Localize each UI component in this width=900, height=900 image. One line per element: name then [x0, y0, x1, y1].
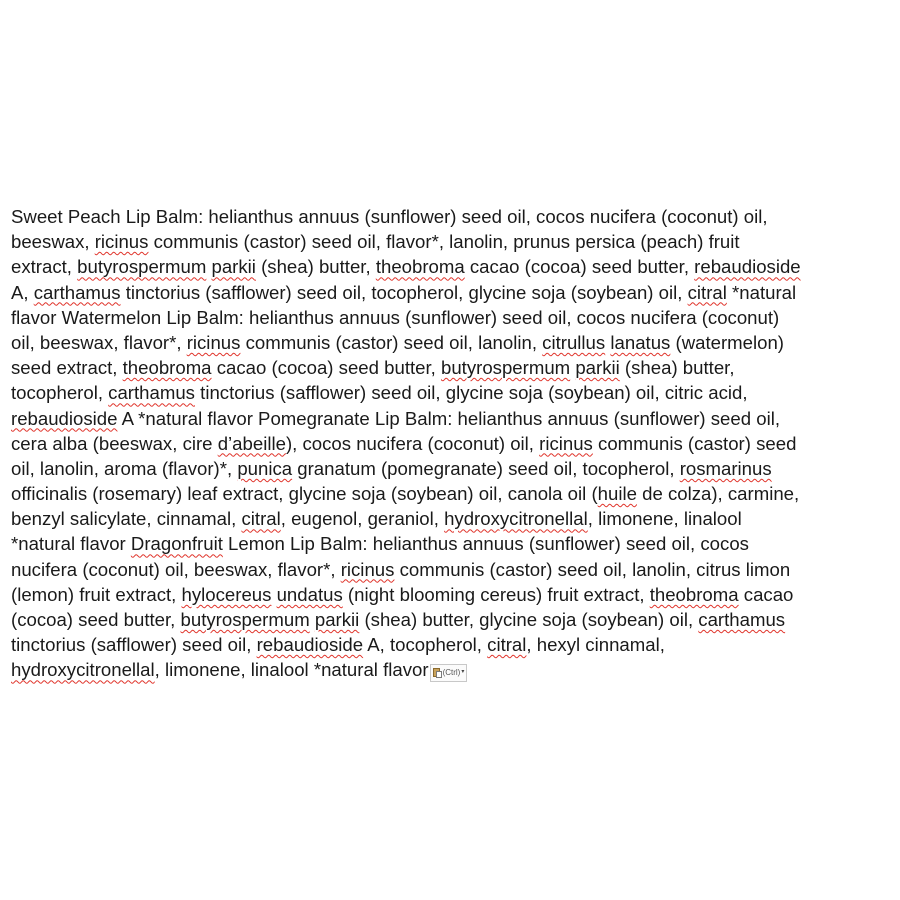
misspelled-word: citrullus — [542, 331, 606, 353]
misspelled-word: citral — [241, 508, 281, 530]
text-run: communis (castor) seed — [592, 432, 797, 454]
text-line[interactable] — [11, 657, 889, 682]
text-run: Sweet Peach Lip Balm: helianthus annuus (sunflower) seed oil, cocos nucifera (coconut) oil, — [11, 206, 768, 227]
paste-options-button[interactable] — [430, 664, 468, 682]
text-line[interactable] — [11, 330, 889, 355]
misspelled-word: parkii — [314, 609, 360, 630]
text-line[interactable] — [11, 456, 889, 481]
text-run: beeswax, — [11, 231, 95, 253]
misspelled-word: theobroma — [122, 357, 212, 379]
text-run: seed extract, — [11, 357, 123, 379]
misspelled-word: carthamus — [698, 609, 786, 630]
text-run: (watermelon) — [670, 331, 785, 353]
text-run: (lemon) fruit extract, — [11, 583, 182, 605]
misspelled-word: theobroma — [375, 256, 465, 278]
misspelled-word: butyrospermum — [180, 609, 310, 630]
chevron-down-icon: ▾ — [461, 669, 465, 676]
document-body[interactable] — [11, 204, 889, 683]
text-run: , limonene, linalool *natural flavor — [154, 659, 429, 681]
misspelled-word: Dragonfruit — [130, 533, 223, 555]
misspelled-word: parkii — [211, 256, 256, 278]
text-run: (shea) butter, glycine soja (soybean) oil, — [359, 609, 699, 630]
misspelled-word: d’abeille — [217, 432, 286, 454]
text-run: nucifera (coconut) oil, beeswax, flavor*, — [11, 558, 341, 580]
text-run: extract, — [11, 256, 78, 278]
text-run: communis (castor) seed oil, flavor*, lanolin, prunus persica (peach) fruit — [148, 231, 740, 253]
text-run: oil, lanolin, aroma (flavor)*, — [11, 457, 238, 479]
text-run: cacao (cocoa) seed butter, — [464, 256, 695, 278]
misspelled-word: citral — [687, 281, 727, 303]
misspelled-word: butyrospermum — [77, 256, 207, 278]
text-run: , hexyl cinnamal, — [526, 634, 665, 656]
text-line[interactable] — [11, 506, 889, 531]
text-run: tinctorius (safflower) seed oil, tocopherol, glycine soja (soybean) oil, — [120, 281, 688, 303]
text-run: (shea) butter, — [255, 256, 376, 278]
misspelled-word: citral — [487, 634, 527, 656]
text-run: (night blooming cereus) fruit extract, — [342, 583, 650, 605]
misspelled-word: carthamus — [33, 281, 121, 303]
text-run: A, — [11, 281, 34, 303]
text-line[interactable] — [11, 632, 889, 657]
misspelled-word: carthamus — [108, 382, 195, 404]
misspelled-word: rosmarinus — [679, 457, 772, 479]
text-run: communis (castor) seed oil, lanolin, citrus limon — [394, 558, 791, 580]
text-run: cera alba (beeswax, cire — [11, 432, 218, 454]
text-line[interactable] — [11, 531, 889, 556]
clipboard-icon — [433, 667, 442, 678]
text-line[interactable] — [11, 280, 889, 305]
misspelled-word: butyrospermum — [440, 357, 571, 379]
misspelled-word: huile — [597, 483, 637, 505]
text-run: *natural — [726, 281, 797, 303]
text-line[interactable] — [11, 431, 889, 456]
text-run: *natural flavor — [11, 533, 131, 555]
text-run: communis (castor) seed oil, lanolin, — [240, 331, 543, 353]
text-line[interactable] — [11, 229, 889, 254]
text-run: oil, beeswax, flavor*, — [11, 331, 187, 353]
misspelled-word: hydroxycitronellal — [11, 659, 155, 681]
text-run: flavor Watermelon Lip Balm: helianthus annuus (sunflower) seed oil, cocos nucifera (coconut) — [11, 306, 780, 328]
text-run: tinctorius (safflower) seed oil, glycine soja (soybean) oil, citric acid, — [194, 382, 748, 404]
misspelled-word: ricinus — [340, 558, 395, 580]
text-run: A, tocopherol, — [363, 634, 488, 656]
misspelled-word: rebaudioside — [256, 634, 364, 656]
text-line[interactable] — [11, 481, 889, 506]
text-line[interactable] — [11, 254, 889, 279]
text-run: , limonene, linalool — [587, 508, 742, 530]
misspelled-word: theobroma — [649, 583, 739, 605]
text-line[interactable] — [11, 380, 889, 405]
text-run: benzyl salicylate, cinnamal, — [11, 508, 242, 530]
misspelled-word: punica — [237, 457, 293, 479]
text-line[interactable] — [11, 406, 889, 431]
text-run: A *natural flavor Pomegranate Lip Balm: helianthus annuus (sunflower) seed oil, — [117, 407, 781, 429]
misspelled-word: parkii — [575, 357, 620, 379]
text-run: officinalis (rosemary) leaf extract, glycine soja (soybean) oil, canola oil ( — [11, 483, 598, 505]
text-line[interactable] — [11, 305, 889, 330]
text-run: de colza), carmine, — [636, 483, 800, 505]
misspelled-word: rebaudioside — [11, 407, 118, 429]
misspelled-word: undatus — [276, 583, 343, 605]
misspelled-word: ricinus — [186, 331, 241, 353]
text-line[interactable] — [11, 355, 889, 380]
text-run: Lemon Lip Balm: helianthus annuus (sunflower) seed oil, cocos — [222, 533, 749, 555]
paste-options-label: (Ctrl) — [442, 668, 461, 678]
misspelled-word: rebaudioside — [694, 256, 801, 278]
text-run: granatum (pomegranate) seed oil, tocopherol, — [292, 457, 680, 479]
text-run: tocopherol, — [11, 382, 109, 404]
text-run: cacao — [738, 583, 794, 605]
misspelled-word: hylocereus — [181, 583, 272, 605]
misspelled-word: ricinus — [94, 231, 149, 253]
misspelled-word: ricinus — [539, 432, 593, 454]
text-run: ), cocos nucifera (coconut) oil, — [285, 432, 540, 454]
misspelled-word: lanatus — [610, 331, 671, 353]
text-run: cacao (cocoa) seed butter, — [211, 357, 441, 379]
text-run: , eugenol, geraniol, — [280, 508, 445, 530]
text-line[interactable] — [11, 204, 889, 229]
text-line[interactable] — [11, 607, 889, 632]
misspelled-word: hydroxycitronellal — [444, 508, 588, 530]
text-run: tinctorius (safflower) seed oil, — [11, 634, 257, 656]
text-run: (shea) butter, — [619, 357, 735, 379]
text-run: (cocoa) seed butter, — [11, 609, 181, 630]
text-line[interactable] — [11, 557, 889, 582]
text-line[interactable] — [11, 582, 889, 607]
